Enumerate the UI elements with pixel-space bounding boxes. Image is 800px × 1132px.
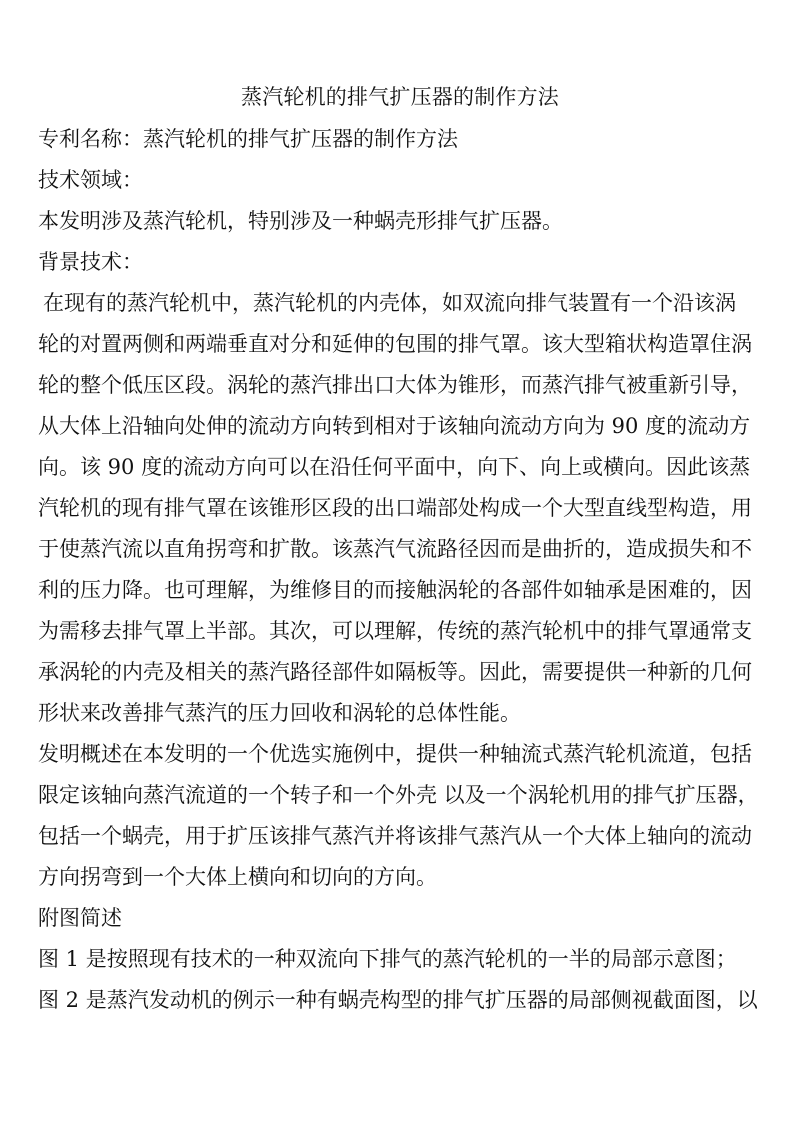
background-paragraph-line: 利的压力降。也可理解，为维修目的而接触涡轮的各部件如轴承是困难的，因 (38, 578, 752, 602)
background-paragraph-line: 向。该 90 度的流动方向可以在沿任何平面中，向下、向上或横向。因此该蒸 (38, 455, 751, 479)
technical-field-text: 本发明涉及蒸汽轮机，特别涉及一种蜗壳形排气扩压器。 (38, 209, 563, 233)
background-paragraph-line: 形状来改善排气蒸汽的压力回收和涡轮的总体性能。 (38, 701, 521, 725)
document-title: 蒸汽轮机的排气扩压器的制作方法 (241, 85, 559, 109)
summary-paragraph-line: 限定该轴向蒸汽流道的一个转子和一个外壳 以及一个涡轮机用的排气扩压器， (38, 783, 759, 807)
patent-name-line: 专利名称：蒸汽轮机的排气扩压器的制作方法 (38, 127, 458, 151)
section-heading-background: 背景技术： (38, 250, 143, 274)
background-paragraph-line: 在现有的蒸汽轮机中，蒸汽轮机的内壳体，如双流向排气装置有一个沿该涡 (43, 291, 736, 315)
background-paragraph-line: 为需移去排气罩上半部。其次，可以理解，传统的蒸汽轮机中的排气罩通常支 (38, 619, 752, 643)
background-paragraph-line: 承涡轮的内壳及相关的蒸汽路径部件如隔板等。因此，需要提供一种新的几何 (38, 660, 752, 684)
section-heading-figures: 附图简述 (38, 906, 122, 930)
figure-description-line: 图 1 是按照现有技术的一种双流向下排气的蒸汽轮机的一半的局部示意图； (38, 947, 737, 971)
figure-description-line: 图 2 是蒸汽发动机的例示一种有蜗壳构型的排气扩压器的局部侧视截面图，以 (38, 988, 758, 1012)
background-paragraph-line: 从大体上沿轴向处伸的流动方向转到相对于该轴向流动方向为 90 度的流动方 (38, 414, 751, 438)
background-paragraph-line: 轮的对置两侧和两端垂直对分和延伸的包围的排气罩。该大型箱状构造罩住涡 (38, 332, 752, 356)
summary-paragraph-line: 包括一个蜗壳，用于扩压该排气蒸汽并将该排气蒸汽从一个大体上轴向的流动 (38, 824, 752, 848)
background-paragraph-line: 轮的整个低压区段。涡轮的蒸汽排出口大体为锥形，而蒸汽排气被重新引导， (38, 373, 752, 397)
background-paragraph-line: 汽轮机的现有排气罩在该锥形区段的出口端部处构成一个大型直线型构造，用 (38, 496, 752, 520)
summary-paragraph-line: 方向拐弯到一个大体上横向和切向的方向。 (38, 865, 437, 889)
summary-paragraph-line: 发明概述在本发明的一个优选实施例中，提供一种轴流式蒸汽轮机流道，包括 (38, 742, 752, 766)
section-heading-technical-field: 技术领域： (38, 168, 143, 192)
background-paragraph-line: 于使蒸汽流以直角拐弯和扩散。该蒸汽气流路径因而是曲折的，造成损失和不 (38, 537, 752, 561)
